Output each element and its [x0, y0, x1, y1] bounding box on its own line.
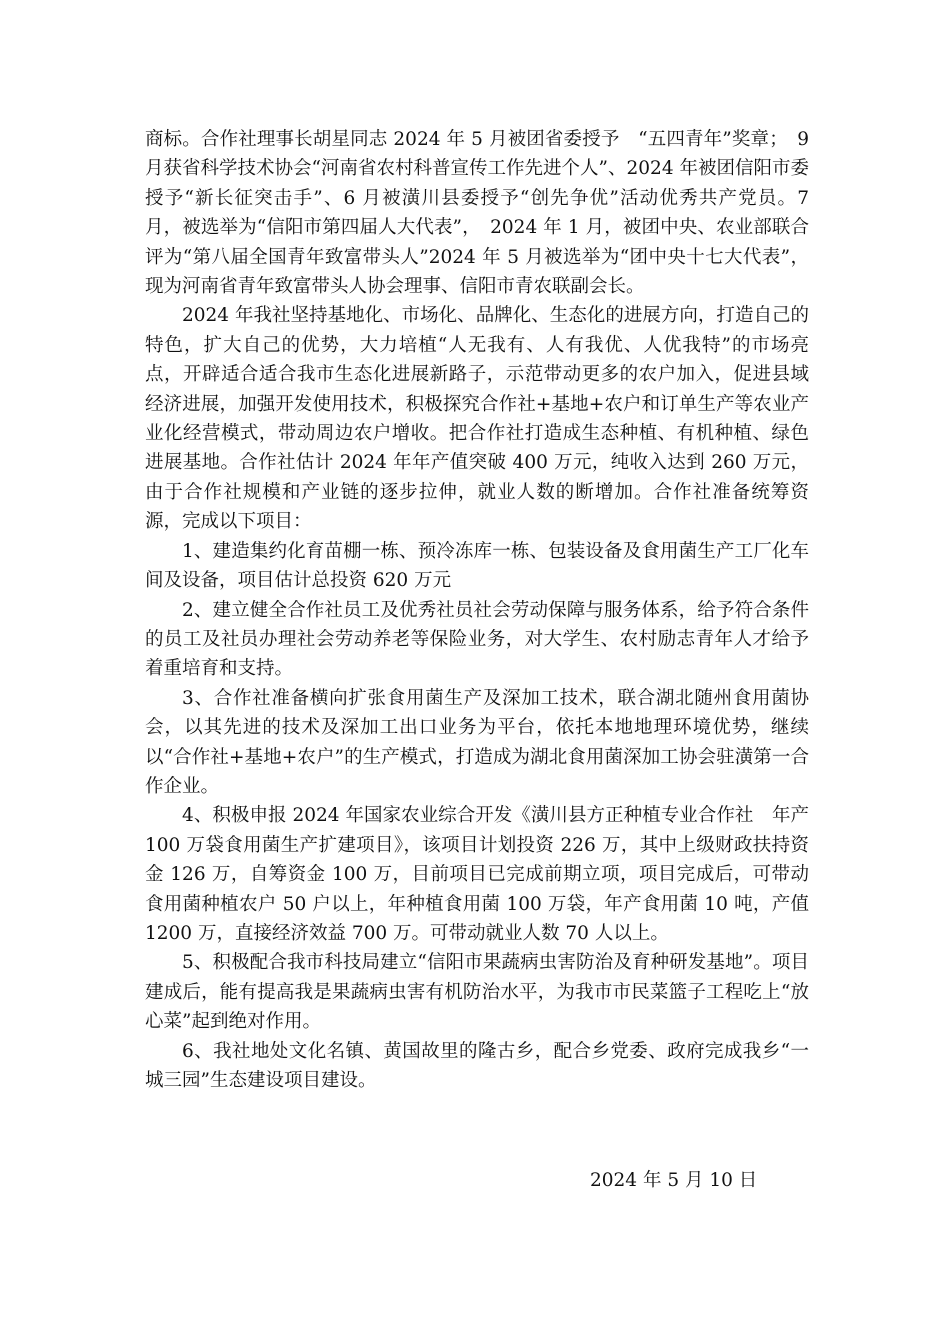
- document-date: 2024 年 5 月 10 日: [590, 1170, 758, 1191]
- paragraph-award-list: 商标。合作社理事长胡星同志 2024 年 5 月被团省委授予 “五四青年”奖章； 9 月获省科学技术协会“河南省农村科普宣传工作先进个人”、2024 年被团信阳市委授予“新长征突击手”、6 月被潢川县委授予“创先争优”活动优秀共产党员。7 月，被选举为“信阳市第四届人大代表”， 2024 年 1 月，被团中央、农业部联合评为“第八届全国青年致富带头人”2024 年 5 月被选举为“团中央十七大代表”，现为河南省青年致富带头人协会理事、信阳市青农联副会长。: [145, 129, 809, 298]
- paragraph-project-3: 3、合作社准备横向扩张食用菌生产及深加工技术，联合湖北随州食用菌协会，以其先进的技术及深加工出口业务为平台，依托本地地理环境优势，继续以“合作社+基地+农户”的生产模式，打造成为湖北食用菌深加工协会驻潢第一合作企业。: [145, 687, 809, 797]
- paragraph-development-plan: 2024 年我社坚持基地化、市场化、品牌化、生态化的进展方向，打造自己的特色，扩大自己的优势，大力培植“人无我有、人有我优、人优我特”的市场亮点，开辟适合适合我市生态化进展新路子，示范带动更多的农户加入，促进县域经济进展，加强开发使用技术，积极探究合作社+基地+农户和订单生产等农业产业化经营模式，带动周边农户增收。把合作社打造成生态种植、有机种植、绿色进展基地。合作社估计 2024 年年产值突破 400 万元，纯收入达到 260 万元，由于合作社规模和产业链的逐步拉伸，就业人数的断增加。合作社准备统筹资源，完成以下项目：: [145, 305, 809, 533]
- paragraph-project-5: 5、积极配合我市科技局建立“信阳市果蔬病虫害防治及育种研发基地”。项目建成后，能有提高我是果蔬病虫害有机防治水平，为我市市民菜篮子工程吃上“放心菜”起到绝对作用。: [145, 952, 809, 1033]
- document-body: [145, 125, 809, 1095]
- paragraph-project-1: 1、建造集约化育苗棚一栋、预冷冻库一栋、包装设备及食用菌生产工厂化车间及设备，项目估计总投资 620 万元: [145, 540, 809, 592]
- paragraph-project-6: 6、我社地处文化名镇、黄国故里的隆古乡，配合乡党委、政府完成我乡“一城三园”生态建设项目建设。: [145, 1040, 809, 1091]
- paragraph-project-2: 2、建立健全合作社员工及优秀社员社会劳动保障与服务体系，给予符合条件的员工及社员办理社会劳动养老等保险业务，对大学生、农村励志青年人才给予着重培育和支持。: [145, 599, 809, 680]
- paragraph-project-4: 4、积极申报 2024 年国家农业综合开发《潢川县方正种植专业合作社 年产 100 万袋食用菌生产扩建项目》，该项目计划投资 226 万，其中上级财政扶持资金 126 万，自筹资金 100 万，目前项目已完成前期立项，项目完成后，可带动食用菌种植农户 50 户以上，年种植食用菌 100 万袋，年产食用菌 10 吨，产值 1200 万，直接经济效益 700 万。可带动就业人数 70 人以上。: [145, 805, 809, 944]
